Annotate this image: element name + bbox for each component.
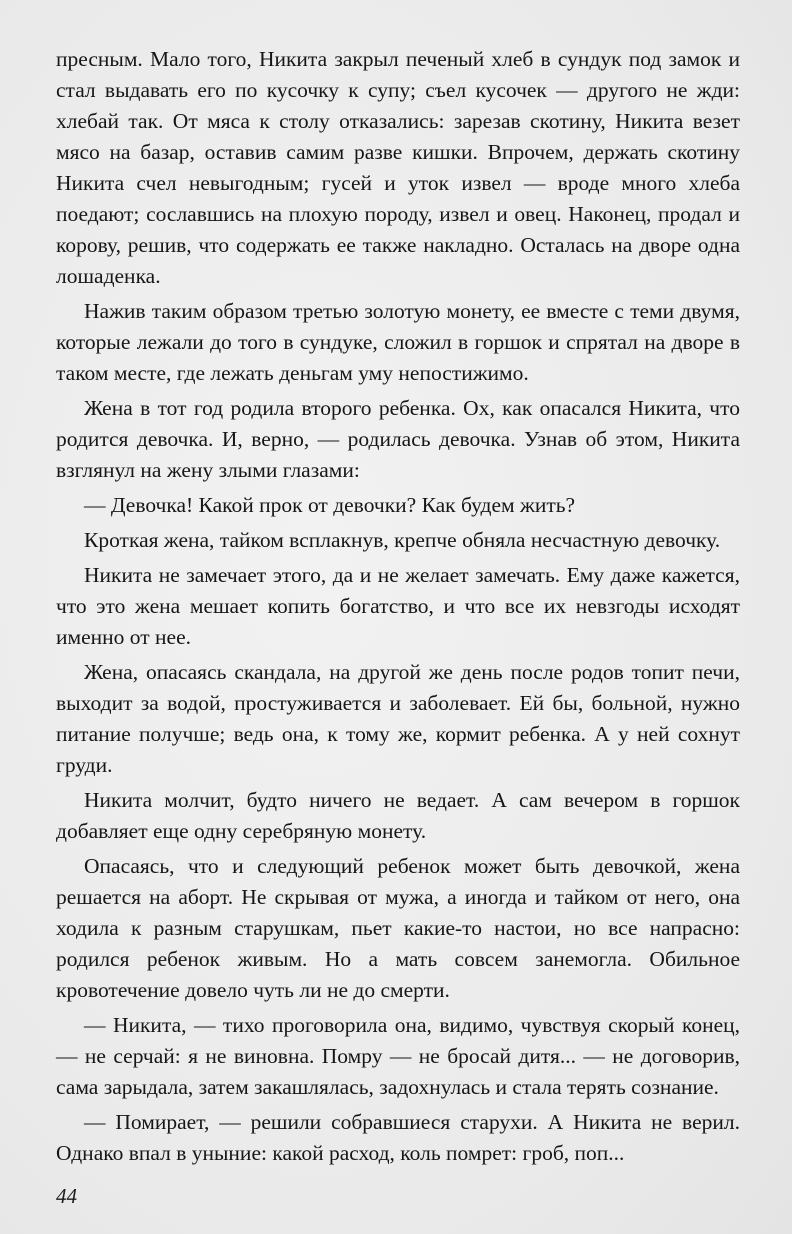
paragraph: Жена в тот год родила второго ребенка. Ох, как опасался Никита, что родится девочка. И, верно, — родилась девочка. Узнав об этом, Никита взглянул на жену злыми глазами: xyxy=(56,396,740,482)
paragraph: Кроткая жена, тайком всплакнув, крепче обняла несчастную девочку. xyxy=(84,528,721,552)
paragraph: — Никита, — тихо проговорила она, видимо, чувствуя скорый конец, — не серчай: я не виновна. Помру — не бросай дитя... — не договорив, сама зарыдала, затем закашлялась, задохнулась и стала терять сознание. xyxy=(56,1013,740,1099)
page-number: 44 xyxy=(56,1184,77,1208)
paragraph: пресным. Мало того, Никита закрыл печеный хлеб в сундук под замок и стал выдавать его по кусочку к супу; съел кусочек — другого не жди: хлебай так. От мяса к столу отказались: зарезав скотину, Никита везет мясо на базар, оставив самим разве кишки. Впрочем, держать скотину Никита счел невыгодным; гусей и уток извел — вроде много хлеба поедают; сославшись на плохую породу, извел и овец. Наконец, продал и корову, решив, что содержать ее также накладно. Осталась на дворе одна лошаденка. xyxy=(56,47,740,288)
paragraph: — Девочка! Какой прок от девочки? Как будем жить? xyxy=(84,493,576,517)
paragraph: Нажив таким образом третью золотую монету, ее вместе с теми двумя, которые лежали до того в сундуке, сложил в горшок и спрятал на дворе в таком месте, где лежать деньгам уму непостижимо. xyxy=(56,299,740,385)
page-body-text xyxy=(56,44,740,1173)
paragraph: Опасаясь, что и следующий ребенок может быть девочкой, жена решается на аборт. Не скрывая от мужа, а иногда и тайком от него, она ходила к разным старушкам, пьет какие-то настои, но все напрасно: родился ребенок живым. Но а мать совсем занемогла. Обильное кровотечение довело чуть ли не до смерти. xyxy=(56,854,740,1002)
paragraph: Никита не замечает этого, да и не желает замечать. Ему даже кажется, что это жена мешает копить богатство, и что все их невзгоды исходят именно от нее. xyxy=(56,563,740,649)
paragraph: — Помирает, — решили собравшиеся старухи. А Никита не верил. Однако впал в уныние: какой расход, коль помрет: гроб, поп... xyxy=(56,1110,740,1165)
paragraph: Жена, опасаясь скандала, на другой же день после родов топит печи, выходит за водой, простуживается и заболевает. Ей бы, больной, нужно питание получше; ведь она, к тому же, кормит ребенка. А у ней сохнут груди. xyxy=(56,660,740,777)
paragraph: Никита молчит, будто ничего не ведает. А сам вечером в горшок добавляет еще одну серебряную монету. xyxy=(56,788,740,843)
